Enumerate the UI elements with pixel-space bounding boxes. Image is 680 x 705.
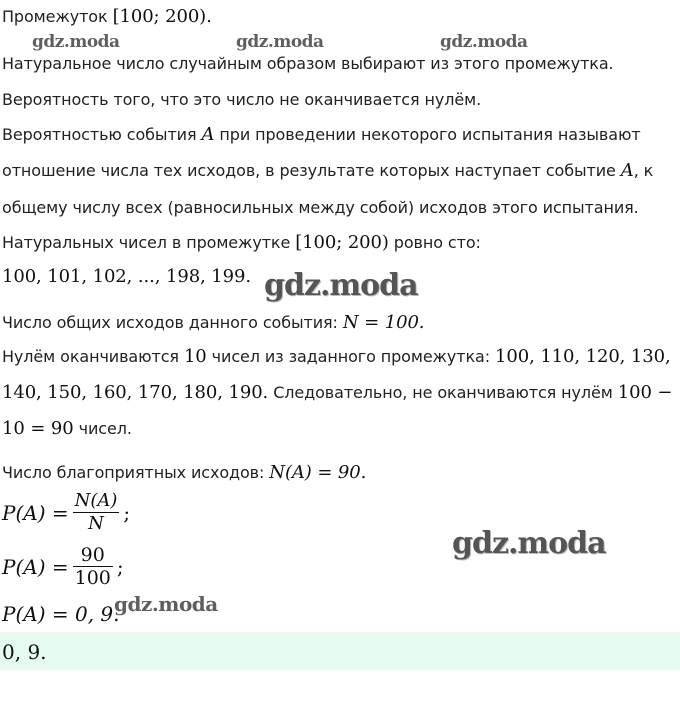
- watermark-6: gdz.moda: [114, 592, 218, 616]
- f1-denominator: N: [88, 513, 104, 534]
- watermark-5: gdz.moda: [452, 526, 606, 561]
- answer-value: 0, 9.: [2, 640, 47, 664]
- p3-text-a: Вероятностью события: [2, 125, 197, 144]
- f2-numerator: 90: [80, 544, 105, 566]
- paragraph-3: [2, 124, 641, 145]
- p8-text-a: Число общих исходов данного события:: [2, 313, 338, 332]
- watermark-2: gdz.moda: [236, 32, 324, 52]
- p12-text-a: Число благоприятных исходов:: [2, 463, 265, 482]
- p7-math: 100, 101, 102, ..., 198, 199.: [2, 266, 251, 287]
- p6-text-b: ровно сто:: [393, 233, 481, 252]
- p9-list: 100, 110, 120, 130,: [495, 346, 671, 367]
- formula-probability-definition: [2, 490, 130, 535]
- formula-probability-result: [2, 602, 120, 626]
- paragraph-11: [2, 418, 132, 439]
- p9-text-b: чисел из заданного промежутка:: [211, 347, 491, 366]
- p11-math: 10 = 90: [2, 418, 74, 439]
- p6-text-a: Натуральных чисел в промежутке: [2, 233, 291, 252]
- paragraph-7: [2, 266, 251, 287]
- formula-probability-values: [2, 544, 124, 589]
- f2-tail: ;: [116, 554, 124, 579]
- p10-math: 100 −: [617, 382, 673, 403]
- f1-tail: ;: [123, 500, 131, 525]
- p4-text-a: отношение числа тех исходов, в результате которых наступает событие: [2, 161, 616, 180]
- interval-math: [100; 200).: [112, 6, 212, 27]
- paragraph-8: [2, 312, 424, 333]
- watermark-3: gdz.moda: [440, 32, 528, 52]
- p10-text-b: Следовательно, не оканчиваются нулём: [273, 383, 613, 402]
- paragraph-2: Вероятность того, что это число не оканчивается нулём.: [2, 90, 482, 109]
- p3-variable: A: [201, 124, 215, 145]
- f2-lhs: P(A) =: [2, 554, 69, 579]
- p10-list: 140, 150, 160, 170, 180, 190.: [2, 382, 269, 403]
- paragraph-9: [2, 346, 671, 367]
- p3-text-b: при проведении некоторого испытания называют: [219, 125, 641, 144]
- interval-line: [2, 6, 212, 27]
- paragraph-10: [2, 382, 672, 403]
- f3-text: P(A) = 0, 9.: [2, 602, 120, 626]
- paragraph-5: общему числу всех (равносильных между собой) исходов этого испытания.: [2, 198, 639, 217]
- p6-math: [100; 200): [295, 232, 389, 253]
- f1-lhs: P(A) =: [2, 500, 69, 525]
- p8-math: N = 100.: [342, 312, 425, 333]
- interval-label: Промежуток: [2, 7, 108, 26]
- watermark-1: gdz.moda: [32, 32, 120, 52]
- answer-box: [0, 632, 680, 670]
- f2-fraction: [73, 544, 113, 589]
- p9-number: 10: [183, 346, 207, 367]
- p12-math: N(A) = 90.: [269, 462, 367, 483]
- watermark-4: gdz.moda: [264, 268, 418, 303]
- f1-fraction: [73, 490, 120, 535]
- paragraph-6: [2, 232, 481, 253]
- paragraph-4: [2, 160, 653, 181]
- p4-variable: A: [620, 160, 634, 181]
- paragraph-1: Натуральное число случайным образом выбирают из этого промежутка.: [2, 54, 614, 73]
- f2-denominator: 100: [74, 567, 111, 589]
- p4-text-b: , к: [633, 161, 654, 180]
- f1-numerator: N(A): [74, 490, 118, 511]
- p11-text-b: чисел.: [78, 419, 132, 438]
- paragraph-12: [2, 462, 366, 483]
- p9-text-a: Нулём оканчиваются: [2, 347, 179, 366]
